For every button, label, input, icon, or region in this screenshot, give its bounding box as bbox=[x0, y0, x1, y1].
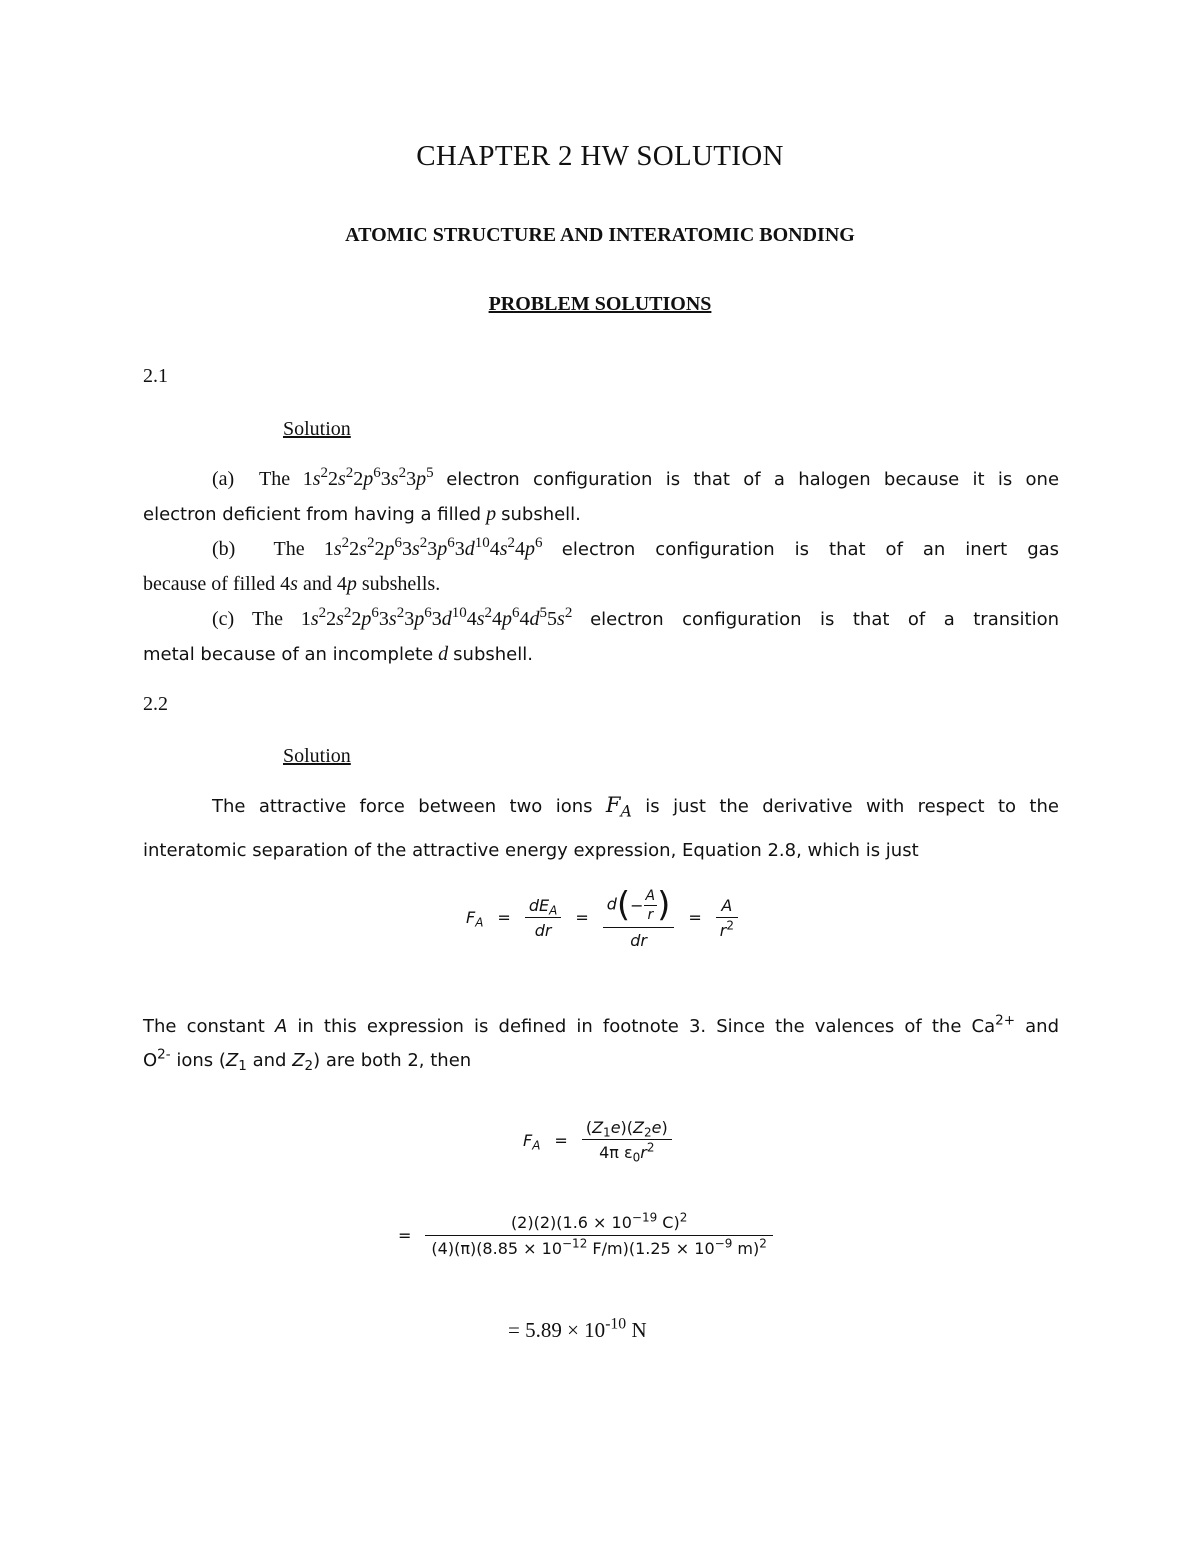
intro-line2: interatomic separation of the attractive energy expression, Equation 2.8, which is just bbox=[143, 840, 919, 861]
constant-line2: $O^{2-}$ ions ($Z_1$ and $Z_2$) are both 2, then bbox=[143, 1046, 472, 1075]
equation-coulomb-force: $F_A$ = $\frac{(Z_1e)(Z_2e)}{4\pi \varepsilon_0r^2}$ bbox=[523, 1118, 672, 1162]
constant-line1: The constant A in this expression is defined in footnote 3. Since the valences of the $Ca^{2+}$ and bbox=[143, 1012, 1059, 1037]
problem-2-2-intro bbox=[143, 783, 1059, 873]
solution-label-2-1: Solution bbox=[283, 418, 351, 440]
part-b-line2: because of filled 4s and 4p subshells. bbox=[143, 573, 441, 595]
part-c-line2: metal because of an incomplete d subshell. bbox=[143, 643, 533, 665]
problem-number-2-2: 2.2 bbox=[143, 693, 168, 715]
chapter-subtitle: ATOMIC STRUCTURE AND INTERATOMIC BONDING bbox=[345, 224, 855, 246]
problem-number-2-1: 2.1 bbox=[143, 365, 168, 387]
intro-line1: The attractive force between two ions $F_A$ is just the derivative with respect to the bbox=[212, 793, 1059, 821]
part-a-line1: (a) The $1s^22s^22p^63s^23p^5$ electron configuration is that of a halogen because it is one bbox=[212, 464, 1060, 490]
problem-2-1-body bbox=[143, 462, 1059, 672]
section-heading: PROBLEM SOLUTIONS bbox=[488, 293, 712, 315]
part-c-line1: (c) The $1s^22s^22p^63s^23p^63d^{10}4s^24p^64d^55s^2$ electron configuration is that of a transition bbox=[212, 604, 1059, 630]
solution-label-2-2: Solution bbox=[283, 745, 351, 767]
part-b-line1: (b) The $1s^22s^22p^63s^23p^63d^{10}4s^24p^6$ electron configuration is that of an inert gas bbox=[212, 534, 1060, 560]
part-a-line2: electron deficient from having a filled p subshell. bbox=[143, 503, 581, 525]
config-c: $1s^22s^22p^63s^23p^63d^{10}4s^24p^64d^55s^2$ bbox=[300, 604, 573, 630]
result-value: = $5.89 \times 10^{-10}$ N bbox=[508, 1315, 647, 1342]
page-title: CHAPTER 2 HW SOLUTION bbox=[416, 140, 784, 172]
equation-numeric-substitution: = $\frac{(2)(2)(1.6 \times 10^{-19} C)^2}{(4)(\pi)(8.85 \times 10^{-12} F/m)(1.25 \times 10^{-9} m)^2}$ bbox=[398, 1213, 773, 1258]
config-a: $1s^22s^22p^63s^23p^5$ bbox=[302, 464, 434, 490]
problem-2-2-constant bbox=[143, 1010, 1059, 1078]
equation-force-derivative: $F_A$ = $\frac{dE_A}{dr}$ = d(− $\frac{A}{r}$ ) dr = $\frac{A}{r^2}$ bbox=[466, 885, 738, 950]
config-b: $1s^22s^22p^63s^23p^63d^{10}4s^24p^6$ bbox=[323, 534, 543, 560]
